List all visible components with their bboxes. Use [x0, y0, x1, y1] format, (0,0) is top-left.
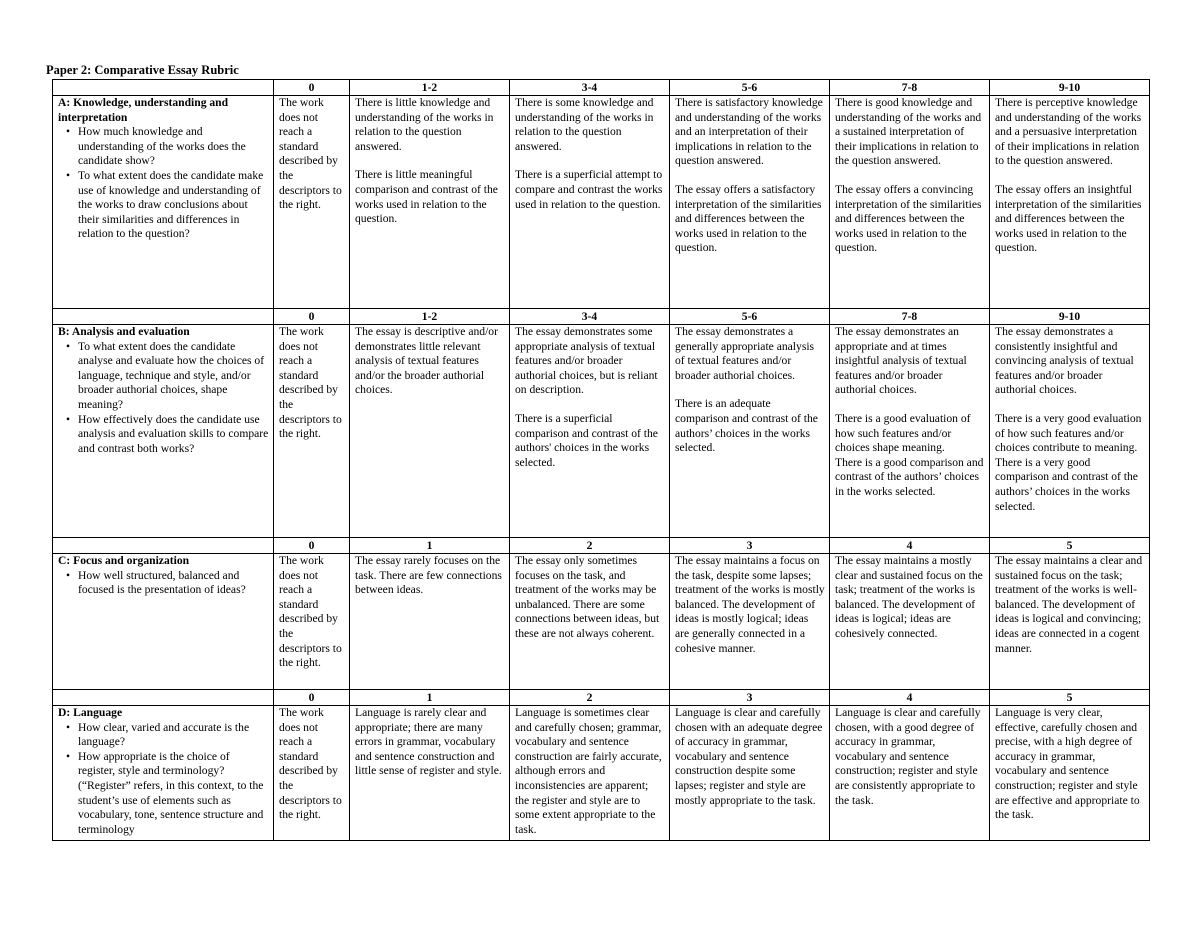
descriptor-cell [830, 706, 990, 841]
criterion-row [53, 554, 1150, 690]
score-band-header: 3 [670, 690, 830, 706]
criterion-cell [53, 554, 274, 690]
descriptor-text: Language is clear and carefully chosen with an adequate degree of accuracy in grammar, vocabulary and sentence construction despite some lapses; register and style are mostly appropriate to the task. [675, 706, 823, 807]
descriptor-cell [274, 706, 350, 841]
descriptor-cell [350, 706, 510, 841]
descriptor-cell [510, 325, 670, 538]
score-band-header: 3-4 [510, 309, 670, 325]
score-band-header: 3-4 [510, 80, 670, 96]
descriptor-text: The work does not reach a standard described by the descriptors to the right. [279, 96, 342, 212]
score-band-header: 4 [830, 690, 990, 706]
descriptor-text: The essay offers an insightful interpretation of the similarities and differences between the works used in relation to the question. [995, 182, 1142, 255]
descriptor-text: The essay demonstrates some appropriate analysis of textual features and/or broader authorial choices, but is reliant on description. [515, 325, 658, 397]
rubric-table [52, 79, 1150, 841]
criterion-question: • How clear, varied and accurate is the language? [78, 721, 269, 750]
descriptor-text: There is some knowledge and understanding of the works in relation to the question answered. [515, 96, 654, 153]
descriptor-text: The essay is descriptive and/or demonstrates little relevant analysis of textual features and/or the broader authorial choices. [355, 325, 498, 397]
score-band-header: 1-2 [350, 309, 510, 325]
descriptor-text: The essay offers a satisfactory interpretation of the similarities and differences between the works used in relation to the question. [675, 182, 822, 255]
criterion-row [53, 706, 1150, 841]
descriptor-text: The essay demonstrates a generally appropriate analysis of textual features and/or broader authorial choices. [675, 325, 815, 382]
score-header-row [53, 538, 1150, 554]
criterion-question: • How effectively does the candidate use analysis and evaluation skills to compare and contrast both works? [78, 413, 269, 457]
descriptor-text: There is an adequate comparison and contrast of the authors’ choices in the works selected. [675, 397, 818, 455]
descriptor-text: The work does not reach a standard described by the descriptors to the right. [279, 706, 342, 822]
criterion-row [53, 96, 1150, 309]
score-band-header: 5-6 [670, 80, 830, 96]
criterion-title: D: Language [58, 706, 123, 719]
descriptor-text: There is a good evaluation of how such features and/or choices shape meaning. [835, 411, 971, 455]
page-title: Paper 2: Comparative Essay Rubric [46, 63, 239, 77]
score-header-row [53, 80, 1150, 96]
score-band-header: 0 [274, 538, 350, 554]
criterion-question: • To what extent does the candidate analyse and evaluate how the choices of language, technique and style, and/or broader authorial choices, shape meaning? [78, 340, 269, 413]
descriptor-text: There is satisfactory knowledge and understanding of the works and an interpretation of their implications in relation to the question answered. [675, 96, 823, 168]
rubric-body [53, 80, 1150, 841]
score-band-header: 2 [510, 538, 670, 554]
descriptor-cell [510, 554, 670, 690]
descriptor-text: The essay demonstrates an appropriate and at times insightful analysis of textual features and/or broader authorial choices. [835, 325, 967, 397]
criterion-title: C: Focus and organization [58, 554, 190, 567]
descriptor-text: There is a superficial attempt to compare and contrast the works used in relation to the question. [515, 168, 663, 211]
descriptor-text: The essay demonstrates a consistently insightful and convincing analysis of textual features and/or broader authorial choices. [995, 325, 1134, 397]
descriptor-cell [350, 325, 510, 538]
score-band-header: 5-6 [670, 309, 830, 325]
descriptor-text: The work does not reach a standard described by the descriptors to the right. [279, 554, 342, 670]
score-band-header: 5 [990, 690, 1150, 706]
score-band-header: 4 [830, 538, 990, 554]
descriptor-text: Language is sometimes clear and carefully chosen; grammar, vocabulary and sentence construction are fairly accurate, although errors and inconsistencies are apparent; the register and style are to some extent appropriate to the task. [515, 706, 662, 836]
descriptor-text: The essay rarely focuses on the task. There are few connections between ideas. [355, 554, 502, 597]
score-band-header: 3 [670, 538, 830, 554]
score-band-header: 1-2 [350, 80, 510, 96]
descriptor-cell [670, 325, 830, 538]
descriptor-text: There is a very good evaluation of how such features and/or choices contribute to meaning. [995, 411, 1142, 455]
criterion-title: A: Knowledge, understanding and interpretation [58, 96, 229, 124]
score-band-header: 7-8 [830, 309, 990, 325]
descriptor-cell [990, 554, 1150, 690]
score-header-row [53, 309, 1150, 325]
score-header-blank-cell [53, 309, 274, 325]
descriptor-cell [830, 554, 990, 690]
criterion-questions [58, 721, 269, 838]
descriptor-cell [990, 706, 1150, 841]
score-band-header: 0 [274, 690, 350, 706]
score-band-header: 7-8 [830, 80, 990, 96]
descriptor-cell [350, 96, 510, 309]
criterion-question: • How much knowledge and understanding of the works does the candidate show? [78, 125, 269, 169]
criterion-row [53, 325, 1150, 538]
descriptor-text: The essay offers a convincing interpretation of the similarities and differences between the works used in relation to the question. [835, 182, 982, 255]
descriptor-cell [990, 325, 1150, 538]
descriptor-cell [670, 96, 830, 309]
descriptor-cell [510, 96, 670, 309]
descriptor-text: There is perceptive knowledge and understanding of the works and a persuasive interpretation of their implications in relation to the question answered. [995, 96, 1142, 168]
descriptor-text: There is a good comparison and contrast of the authors’ choices in the works selected. [835, 455, 984, 498]
criterion-questions [58, 340, 269, 457]
score-band-header: 9-10 [990, 80, 1150, 96]
descriptor-text: Language is clear and carefully chosen, with a good degree of accuracy in grammar, vocabulary and sentence construction; register and style are consistently appropriate to the task. [835, 706, 981, 807]
score-band-header: 2 [510, 690, 670, 706]
descriptor-text: There is good knowledge and understanding of the works and a sustained interpretation of their implications in relation to the question answered. [835, 96, 982, 168]
descriptor-cell [510, 706, 670, 841]
score-band-header: 1 [350, 538, 510, 554]
descriptor-text: The essay only sometimes focuses on the task, and treatment of the works may be unbalanced. There are some connections between ideas, but these are not always coherent. [515, 554, 660, 640]
descriptor-cell [274, 325, 350, 538]
criterion-question: • How appropriate is the choice of register, style and terminology? (“Register” refers, in this context, to the student’s use of elements such as vocabulary, tone, sentence structure and terminology [78, 750, 269, 838]
score-header-blank-cell [53, 690, 274, 706]
score-band-header: 0 [274, 80, 350, 96]
descriptor-text: Language is very clear, effective, carefully chosen and precise, with a high degree of accuracy in grammar, vocabulary and sentence construction; register and style are effective and appropriate to the task. [995, 706, 1140, 822]
descriptor-cell [274, 554, 350, 690]
criterion-question: • How well structured, balanced and focused is the presentation of ideas? [78, 569, 269, 598]
descriptor-text: There is little meaningful comparison and contrast of the works used in relation to the question. [355, 168, 498, 226]
score-header-blank-cell [53, 80, 274, 96]
score-band-header: 9-10 [990, 309, 1150, 325]
criterion-cell [53, 706, 274, 841]
descriptor-text: The essay maintains a clear and sustained focus on the task; treatment of the works is well-balanced. The development of ideas is logical and convincing; ideas are connected in a cogent manner. [995, 554, 1143, 655]
descriptor-cell [830, 96, 990, 309]
score-band-header: 1 [350, 690, 510, 706]
descriptor-cell [990, 96, 1150, 309]
score-band-header: 5 [990, 538, 1150, 554]
descriptor-cell [670, 554, 830, 690]
descriptor-text: The essay maintains a mostly clear and sustained focus on the task; treatment of the works is balanced. The development of ideas is logical; ideas are cohesively connected. [835, 554, 983, 640]
descriptor-text: The essay maintains a focus on the task, despite some lapses; treatment of the works is mostly balanced. The development of ideas is mostly logical; ideas are generally connected in a cohesive manner. [675, 554, 825, 655]
criterion-questions [58, 125, 269, 242]
criterion-title: B: Analysis and evaluation [58, 325, 190, 338]
descriptor-cell [274, 96, 350, 309]
criterion-cell [53, 325, 274, 538]
descriptor-cell [350, 554, 510, 690]
score-header-row [53, 690, 1150, 706]
descriptor-text: The work does not reach a standard described by the descriptors to the right. [279, 325, 342, 441]
score-header-blank-cell [53, 538, 274, 554]
score-band-header: 0 [274, 309, 350, 325]
criterion-questions [58, 569, 269, 598]
criterion-cell [53, 96, 274, 309]
descriptor-cell [670, 706, 830, 841]
descriptor-text: There is a superficial comparison and contrast of the authors' choices in the works selected. [515, 411, 658, 469]
descriptor-text: There is a very good comparison and contrast of the authors’ choices in the works selected. [995, 455, 1138, 513]
descriptor-cell [830, 325, 990, 538]
descriptor-text: Language is rarely clear and appropriate; there are many errors in grammar, vocabulary and sentence construction and little sense of register and style. [355, 706, 502, 778]
criterion-question: • To what extent does the candidate make use of knowledge and understanding of the works to draw conclusions about their similarities and differences in relation to the question? [78, 169, 269, 242]
descriptor-text: There is little knowledge and understanding of the works in relation to the question answered. [355, 96, 494, 153]
